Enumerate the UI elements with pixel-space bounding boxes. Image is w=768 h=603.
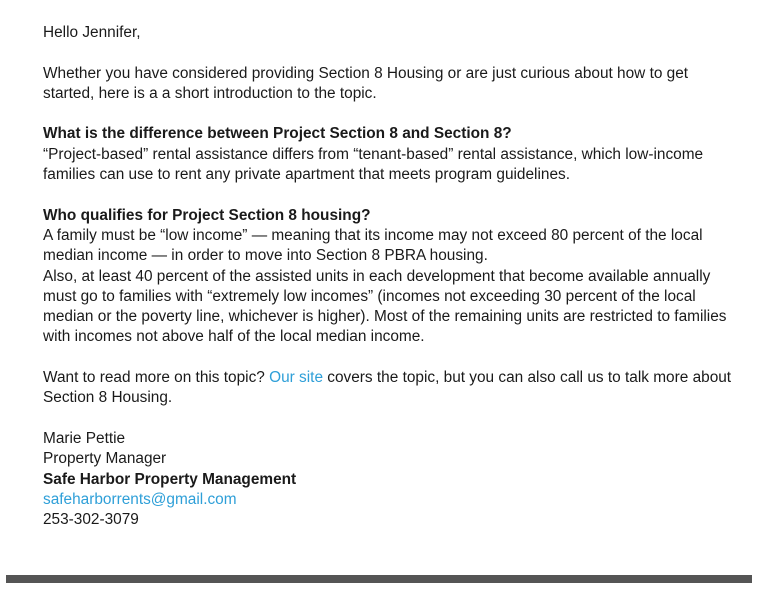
section-paragraph: “Project-based” rental assistance differs from “tenant-based” rental assistance, which low-income families can use to rent any private apartment that meets program guidelines. — [43, 145, 704, 184]
signature-name: Marie Pettie — [43, 429, 126, 447]
email-body — [43, 23, 743, 530]
closing-text-before: Want to read more on this topic? — [43, 369, 270, 387]
our-site-link[interactable]: Our site — [269, 369, 324, 387]
greeting: Hello Jennifer, — [43, 24, 141, 41]
closing-paragraph — [43, 368, 743, 409]
signature-phone: 253-302-3079 — [43, 511, 139, 529]
closing-text-after: covers the topic, but you can also call us to talk more about Section 8 Housing. — [43, 369, 732, 407]
signature-title: Property Manager — [43, 450, 167, 468]
section-heading: Who qualifies for Project Section 8 housing? — [43, 206, 371, 224]
section-paragraph: Also, at least 40 percent of the assisted units in each development that become available annually must go to families with “extremely low incomes” (incomes not exceeding 30 percent of the local median or the poverty line, whichever is higher). Most of the remaining units are restricted to families with incomes not above half of the local median income. — [43, 267, 727, 346]
intro-paragraph: Whether you have considered providing Section 8 Housing or are just curious about how to get started, here is a a short introduction to the topic. — [43, 64, 689, 102]
section-qualifies — [43, 206, 743, 348]
section-heading: What is the difference between Project Section 8 and Section 8? — [43, 125, 512, 143]
signature — [43, 429, 743, 530]
signature-company: Safe Harbor Property Management — [43, 470, 297, 488]
section-paragraph: A family must be “low income” — meaning that its income may not exceed 80 percent of the local median income — in order to move into Section 8 PBRA housing. — [43, 226, 703, 265]
section-difference — [43, 124, 743, 185]
footer-divider-bar — [6, 575, 752, 583]
signature-email-link[interactable]: safeharborrents@gmail.com — [43, 490, 237, 508]
